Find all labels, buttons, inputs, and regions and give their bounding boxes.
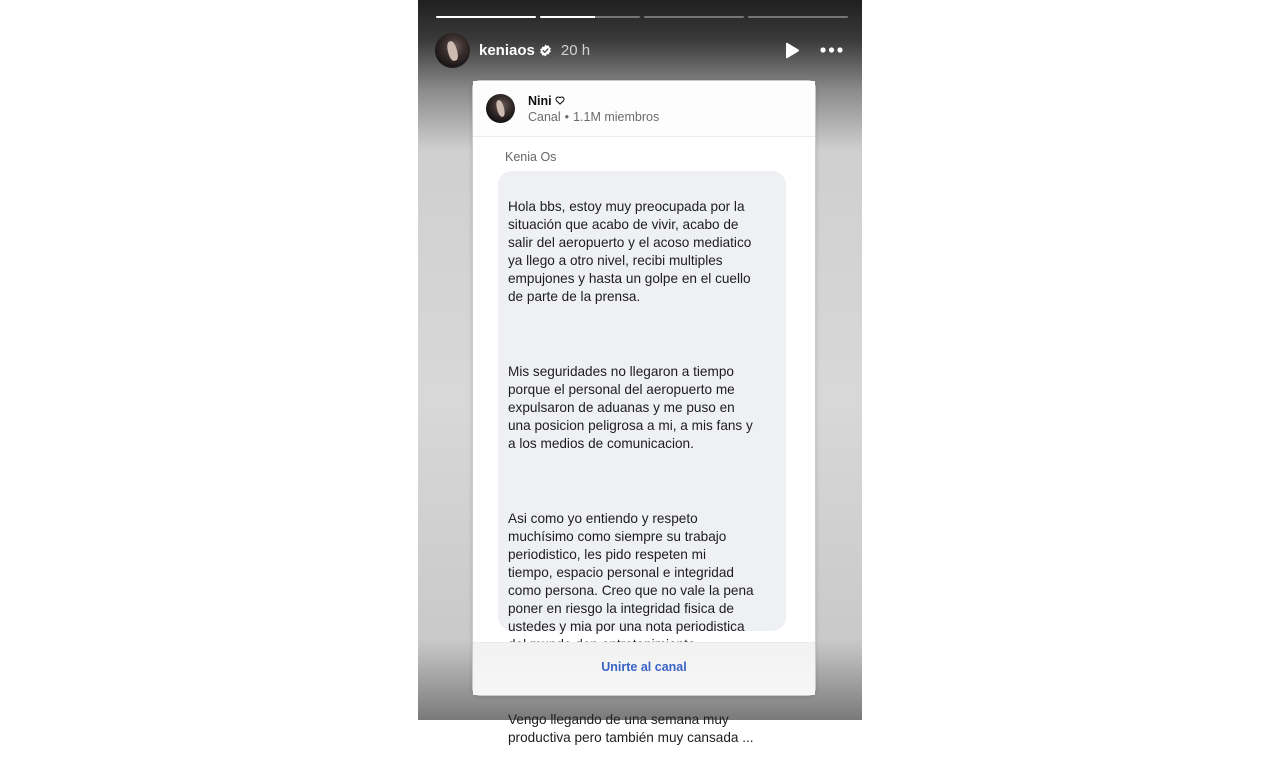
username[interactable]: keniaos (479, 41, 535, 59)
channel-header[interactable] (473, 81, 815, 137)
channel-members: 1.1M miembros (573, 109, 660, 124)
channel-avatar (486, 94, 515, 123)
story-header (435, 32, 845, 68)
channel-name: Nini (528, 93, 552, 108)
post-time: 20 h (560, 41, 591, 59)
story-progress-bar (436, 16, 848, 18)
more-options-icon[interactable] (820, 47, 843, 53)
progress-segment-1 (436, 16, 536, 18)
message-paragraph-3: Asi como yo entiendo y respeto muchísimo como siempre su trabajo periodistico, les pido respeten mi tiempo, espacio personal e integridad como persona. Creo que no vale la pena poner en riesgo la integridad fisica de ustedes y mia por una nota periodistica (508, 511, 754, 634)
message-paragraph-2: Mis seguridades no llegaron a tiempo porque el personal del aeropuerto me expulsaron de aduanas y me puso en una posicion peligrosa a mi, a mis fans y a los medios de comunicacion. (508, 364, 753, 451)
separator-dot: • (564, 109, 570, 124)
profile-avatar[interactable] (435, 33, 470, 68)
channel-type: Canal (528, 109, 561, 124)
message-paragraph-1: Hola bbs, estoy muy preocupada por la situación que acabo de vivir, acabo de salir del aeropuerto y el acoso mediatico ya llego a otro nivel, recibi multiples empujones y hasta un golpe en el cuello de parte de la prensa. (508, 199, 752, 304)
header-actions (784, 42, 845, 59)
story-viewer (418, 0, 862, 745)
progress-segment-2 (540, 16, 640, 18)
heart-icon (555, 94, 565, 108)
message-paragraph-4: Vengo llegando de una semana muy productiva pero también muy cansada ... (508, 712, 754, 745)
join-channel-button[interactable]: Unirte al canal (601, 660, 687, 674)
shared-channel-card[interactable] (472, 80, 816, 745)
join-bar (473, 642, 815, 695)
message-sender: Kenia Os (505, 150, 557, 164)
play-icon[interactable] (784, 42, 800, 59)
progress-segment-3 (644, 16, 744, 18)
message-area (473, 137, 815, 745)
progress-segment-4 (748, 16, 848, 18)
verified-badge-icon (539, 44, 552, 57)
